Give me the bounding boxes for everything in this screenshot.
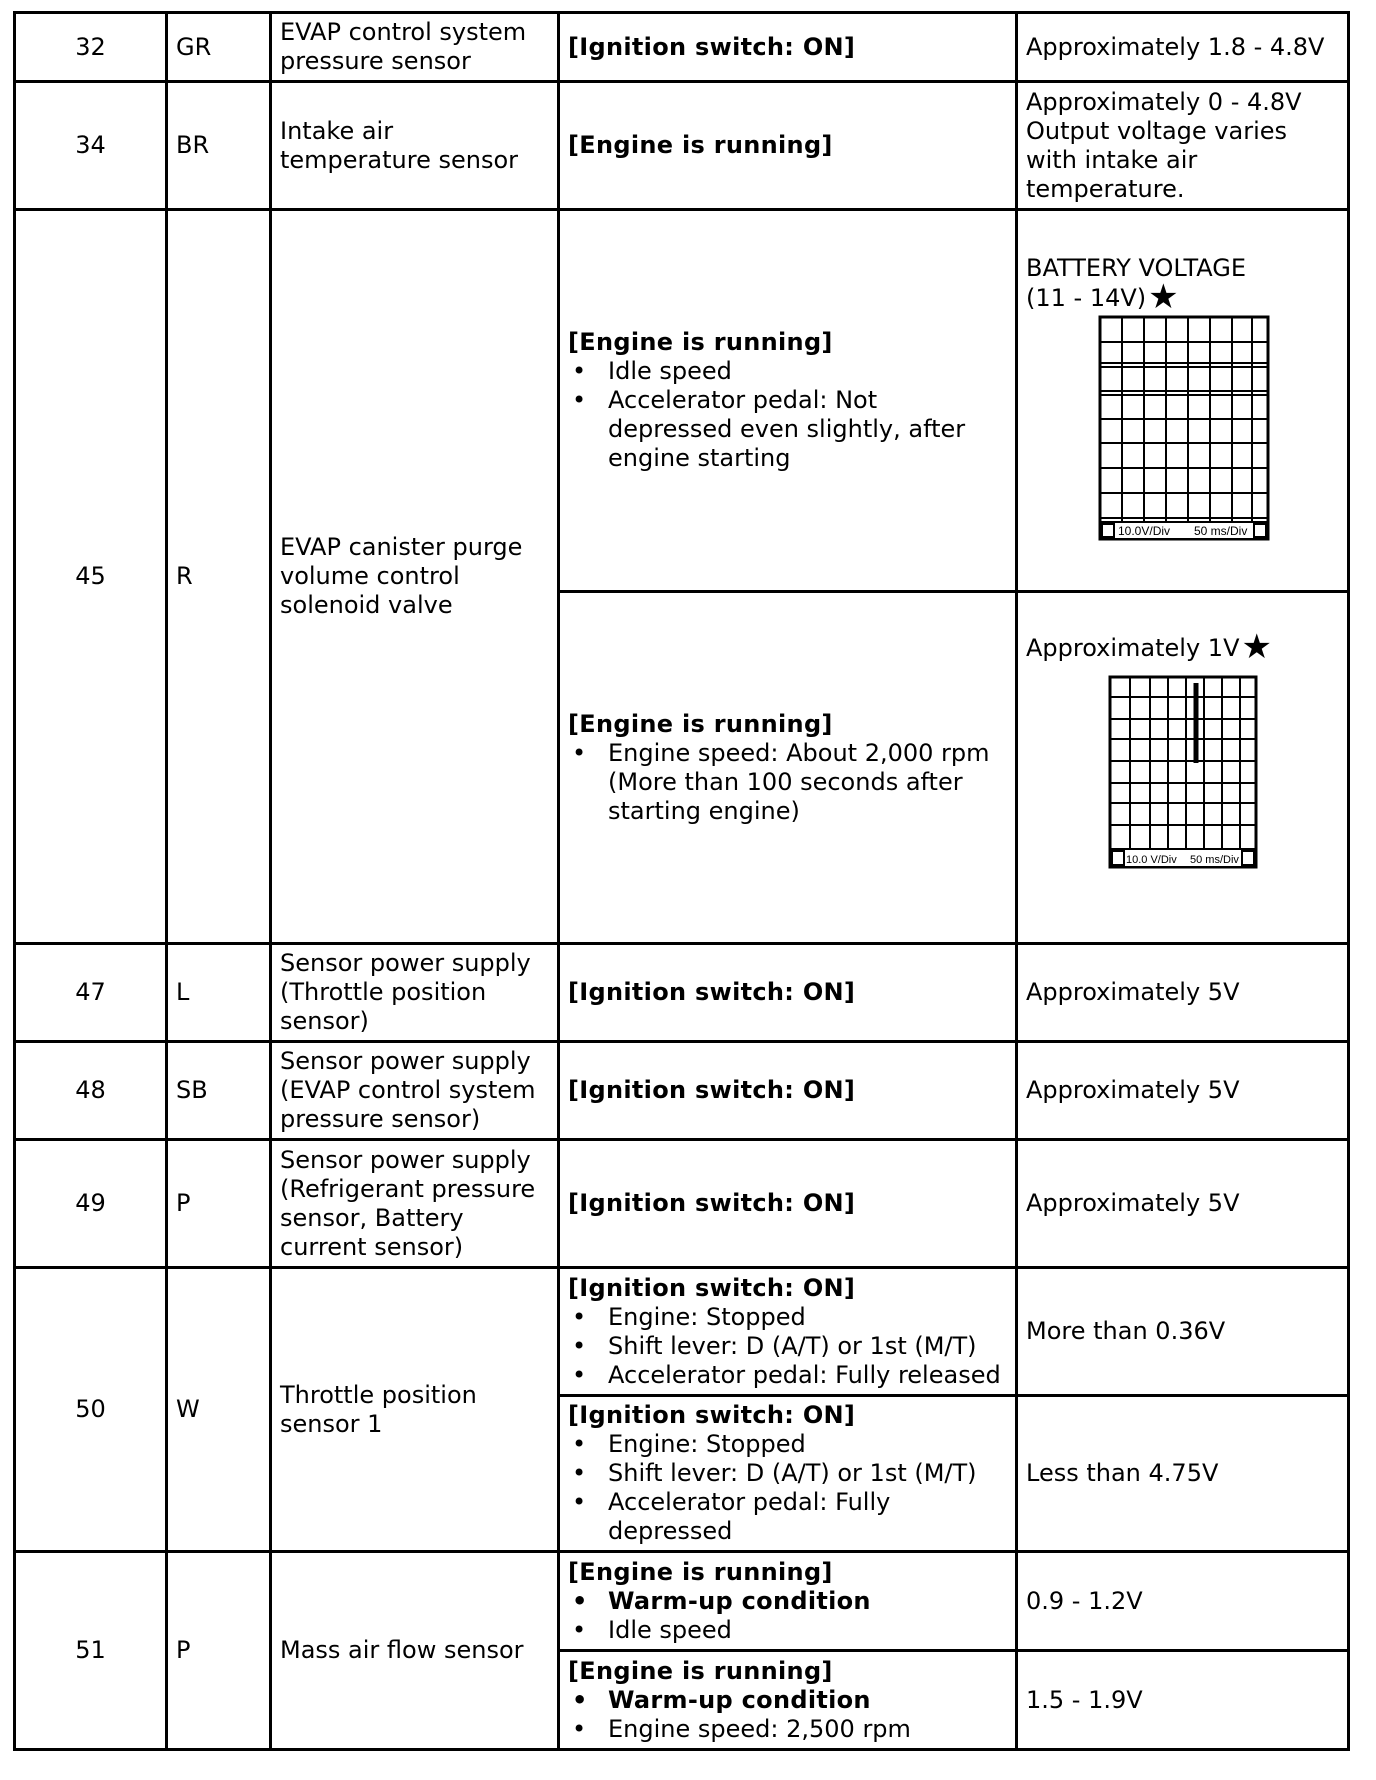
condition-cell (559, 210, 1017, 592)
condition-heading: [Engine is running] (568, 709, 833, 738)
condition-bullet: • Shift lever: D (A/T) or 1st (M/T) (568, 1332, 1007, 1361)
wire-color: R (167, 210, 271, 944)
wire-color: BR (167, 82, 271, 210)
wire-color: L (167, 944, 271, 1042)
condition-cell (559, 1651, 1017, 1750)
table-row (15, 1268, 1349, 1396)
condition-list (568, 357, 1007, 473)
condition-cell: [Ignition switch: ON] (559, 13, 1017, 82)
condition-heading: [Engine is running] (568, 1557, 833, 1586)
value-line: Approximately 1V (1026, 633, 1240, 662)
value-cell: Less than 4.75V (1017, 1396, 1349, 1552)
item-description: EVAP canister purge volume control solenoid valve (271, 210, 559, 944)
wire-color: SB (167, 1042, 271, 1140)
condition-cell (559, 1552, 1017, 1651)
terminal-number: 49 (15, 1140, 167, 1268)
condition-cell (559, 592, 1017, 944)
value-cell: Approximately 5V (1017, 1042, 1349, 1140)
condition-bullet: • Engine speed: 2,500 rpm (568, 1715, 1007, 1744)
value-line: (11 - 14V) (1026, 284, 1147, 312)
condition-list (568, 1587, 1007, 1645)
value-line: with intake air (1026, 145, 1198, 174)
condition-cell: [Ignition switch: ON] (559, 1042, 1017, 1140)
oscilloscope-waveform-battery-voltage (1026, 313, 1342, 547)
condition-cell: [Ignition switch: ON] (559, 1140, 1017, 1268)
condition-cell (559, 1268, 1017, 1396)
star-icon: ★ (1148, 277, 1179, 317)
value-cell (1017, 82, 1349, 210)
item-description: Mass air flow sensor (271, 1552, 559, 1750)
terminal-number: 34 (15, 82, 167, 210)
table-row (15, 13, 1349, 82)
value-cell: Approximately 5V (1017, 1140, 1349, 1268)
condition-cell: [Ignition switch: ON] (559, 944, 1017, 1042)
scope-volt-div: 10.0V/Div (1118, 524, 1171, 538)
condition-list (568, 739, 1007, 826)
condition-list (568, 1430, 1007, 1546)
terminal-number: 48 (15, 1042, 167, 1140)
item-description: EVAP control system pressure sensor (271, 13, 559, 82)
table-row (15, 944, 1349, 1042)
value-cell (1017, 592, 1349, 944)
condition-bullet: • Accelerator pedal: Not depressed even slightly, after engine starting (568, 386, 1007, 473)
condition-list (568, 1303, 1007, 1390)
condition-heading: [Ignition switch: ON] (568, 1273, 856, 1302)
condition-heading: [Ignition switch: ON] (568, 1401, 856, 1429)
terminal-number: 45 (15, 210, 167, 944)
scope-volt-div: 10.0 V/Div (1126, 853, 1177, 866)
condition-bullet: • Accelerator pedal: Fully released (568, 1361, 1007, 1390)
value-cell (1017, 210, 1349, 592)
value-line: BATTERY VOLTAGE (1026, 254, 1247, 282)
value-cell: 0.9 - 1.2V (1017, 1552, 1349, 1651)
condition-cell: [Engine is running] (559, 82, 1017, 210)
item-description: Sensor power supply (Refrigerant pressure sensor, Battery current sensor) (271, 1140, 559, 1268)
table-row (15, 1140, 1349, 1268)
condition-heading: [Engine is running] (568, 328, 833, 356)
condition-bullet: • Warm-up condition (568, 1686, 1007, 1715)
scope-time-div: 50 ms/Div (1190, 853, 1239, 866)
value-line: temperature. (1026, 174, 1185, 203)
item-description: Throttle position sensor 1 (271, 1268, 559, 1552)
scope-time-div: 50 ms/Div (1194, 524, 1248, 538)
oscilloscope-waveform-1v (1026, 673, 1342, 903)
wire-color: P (167, 1140, 271, 1268)
value-cell: Approximately 1.8 - 4.8V (1017, 13, 1349, 82)
item-description: Sensor power supply (EVAP control system pressure sensor) (271, 1042, 559, 1140)
star-icon: ★ (1241, 626, 1272, 667)
table-row (15, 82, 1349, 210)
table-row (15, 210, 1349, 592)
condition-bullet: • Accelerator pedal: Fully depressed (568, 1488, 1007, 1546)
condition-heading: [Engine is running] (568, 1656, 833, 1685)
condition-bullet: • Engine speed: About 2,000 rpm (More than 100 seconds after starting engine) (568, 739, 1007, 826)
condition-bullet: • Engine: Stopped (568, 1430, 1007, 1459)
condition-bullet: • Idle speed (568, 1616, 1007, 1645)
terminal-number: 32 (15, 13, 167, 82)
condition-list (568, 1686, 1007, 1744)
wire-color: W (167, 1268, 271, 1552)
value-line: Approximately 0 - 4.8V (1026, 87, 1302, 116)
wire-color: P (167, 1552, 271, 1750)
table-row (15, 1042, 1349, 1140)
condition-bullet: • Idle speed (568, 357, 1007, 386)
condition-bullet: • Shift lever: D (A/T) or 1st (M/T) (568, 1459, 1007, 1488)
condition-bullet: • Engine: Stopped (568, 1303, 1007, 1332)
value-cell: 1.5 - 1.9V (1017, 1651, 1349, 1750)
ecm-terminal-table (13, 11, 1350, 1751)
condition-bullet: • Warm-up condition (568, 1587, 1007, 1616)
table-row (15, 1552, 1349, 1651)
wire-color: GR (167, 13, 271, 82)
value-cell: More than 0.36V (1017, 1268, 1349, 1396)
value-cell: Approximately 5V (1017, 944, 1349, 1042)
terminal-number: 50 (15, 1268, 167, 1552)
terminal-number: 47 (15, 944, 167, 1042)
item-description: Sensor power supply (Throttle position sensor) (271, 944, 559, 1042)
item-description: Intake air temperature sensor (271, 82, 559, 210)
value-line: Output voltage varies (1026, 116, 1288, 145)
terminal-number: 51 (15, 1552, 167, 1750)
condition-cell (559, 1396, 1017, 1552)
